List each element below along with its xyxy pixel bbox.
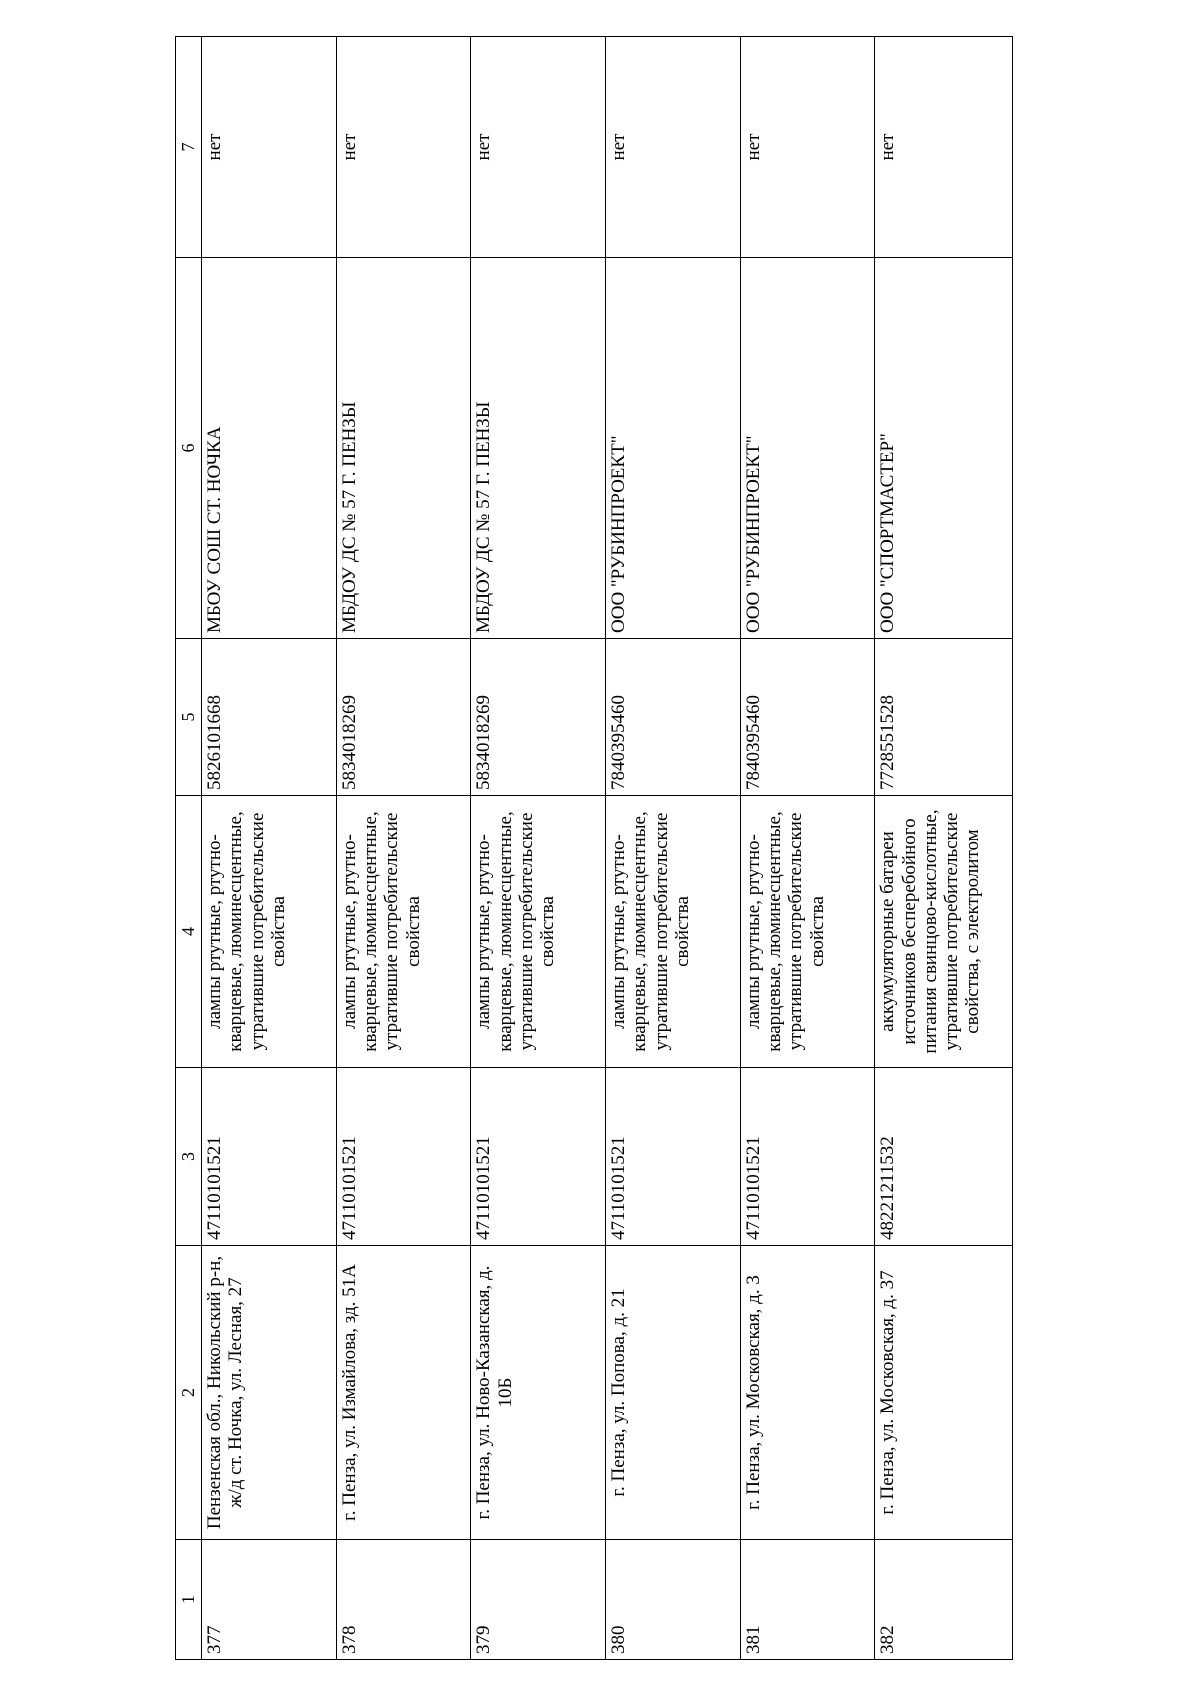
waste-code-cell: 47110101521 xyxy=(740,1068,875,1246)
waste-code-cell: 47110101521 xyxy=(471,1068,606,1246)
row-number: 377 xyxy=(202,1540,337,1660)
address-cell: г. Пенза, ул. Московская, д. 3 xyxy=(740,1246,875,1540)
column-number-7: 7 xyxy=(176,37,202,258)
inn-cell: 7840395460 xyxy=(606,639,741,796)
inn-cell: 7728551528 xyxy=(875,639,1013,796)
flag-cell: нет xyxy=(606,37,741,258)
waste-type-cell: лампы ртутные, ртутно-кварцевые, люминесцентные, утратившие потребительские свойства xyxy=(606,796,741,1068)
flag-cell: нет xyxy=(471,37,606,258)
inn-cell: 5834018269 xyxy=(336,639,471,796)
flag-cell: нет xyxy=(875,37,1013,258)
waste-type-cell: лампы ртутные, ртутно-кварцевые, люминесцентные, утратившие потребительские свойства xyxy=(336,796,471,1068)
address-cell: Пензенская обл., Никольский р-н, ж/д ст. Ночка, ул. Лесная, 27 xyxy=(202,1246,337,1540)
row-number: 381 xyxy=(740,1540,875,1660)
table-row xyxy=(471,37,606,1660)
row-number: 382 xyxy=(875,1540,1013,1660)
column-number-3: 3 xyxy=(176,1068,202,1246)
waste-type-cell: лампы ртутные, ртутно-кварцевые, люминесцентные, утратившие потребительские свойства xyxy=(202,796,337,1068)
column-number-2: 2 xyxy=(176,1246,202,1540)
organization-cell: ООО "СПОРТМАСТЕР" xyxy=(875,258,1013,639)
flag-cell: нет xyxy=(202,37,337,258)
table-row xyxy=(202,37,337,1660)
waste-code-cell: 47110101521 xyxy=(336,1068,471,1246)
organization-cell: ООО "РУБИНПРОЕКТ" xyxy=(606,258,741,639)
table-row xyxy=(606,37,741,1660)
waste-code-cell: 48221211532 xyxy=(875,1068,1013,1246)
table-row xyxy=(336,37,471,1660)
organization-cell: МБДОУ ДС № 57 Г. ПЕНЗЫ xyxy=(471,258,606,639)
rotated-table-frame xyxy=(175,37,1013,1697)
row-number: 378 xyxy=(336,1540,471,1660)
organization-cell: МБОУ СОШ СТ. НОЧКА xyxy=(202,258,337,639)
address-cell: г. Пенза, ул. Попова, д. 21 xyxy=(606,1246,741,1540)
waste-type-cell: лампы ртутные, ртутно-кварцевые, люминесцентные, утратившие потребительские свойства xyxy=(740,796,875,1068)
table-row xyxy=(875,37,1013,1660)
row-number: 379 xyxy=(471,1540,606,1660)
column-number-4: 4 xyxy=(176,796,202,1068)
waste-code-cell: 47110101521 xyxy=(606,1068,741,1246)
waste-register-table xyxy=(175,36,1013,1660)
column-number-5: 5 xyxy=(176,639,202,796)
inn-cell: 7840395460 xyxy=(740,639,875,796)
organization-cell: МБДОУ ДС № 57 Г. ПЕНЗЫ xyxy=(336,258,471,639)
address-cell: г. Пенза, ул. Московская, д. 37 xyxy=(875,1246,1013,1540)
rotated-table-inner xyxy=(175,37,1013,1660)
table-body xyxy=(176,37,1013,1660)
inn-cell: 5834018269 xyxy=(471,639,606,796)
row-number: 380 xyxy=(606,1540,741,1660)
column-number-6: 6 xyxy=(176,258,202,639)
organization-cell: ООО "РУБИНПРОЕКТ" xyxy=(740,258,875,639)
address-cell: г. Пенза, ул. Ново-Казанская, д. 10Б xyxy=(471,1246,606,1540)
address-cell: г. Пенза, ул. Измайлова, зд. 51А xyxy=(336,1246,471,1540)
inn-cell: 5826101668 xyxy=(202,639,337,796)
waste-type-cell: аккумуляторные батареи источников бесперебойного питания свинцово-кислотные, утратившие потребительские свойства, с электролитом xyxy=(875,796,1013,1068)
column-number-1: 1 xyxy=(176,1540,202,1660)
table-row xyxy=(740,37,875,1660)
flag-cell: нет xyxy=(336,37,471,258)
column-number-row xyxy=(176,37,202,1660)
flag-cell: нет xyxy=(740,37,875,258)
waste-code-cell: 47110101521 xyxy=(202,1068,337,1246)
waste-type-cell: лампы ртутные, ртутно-кварцевые, люминесцентные, утратившие потребительские свойства xyxy=(471,796,606,1068)
